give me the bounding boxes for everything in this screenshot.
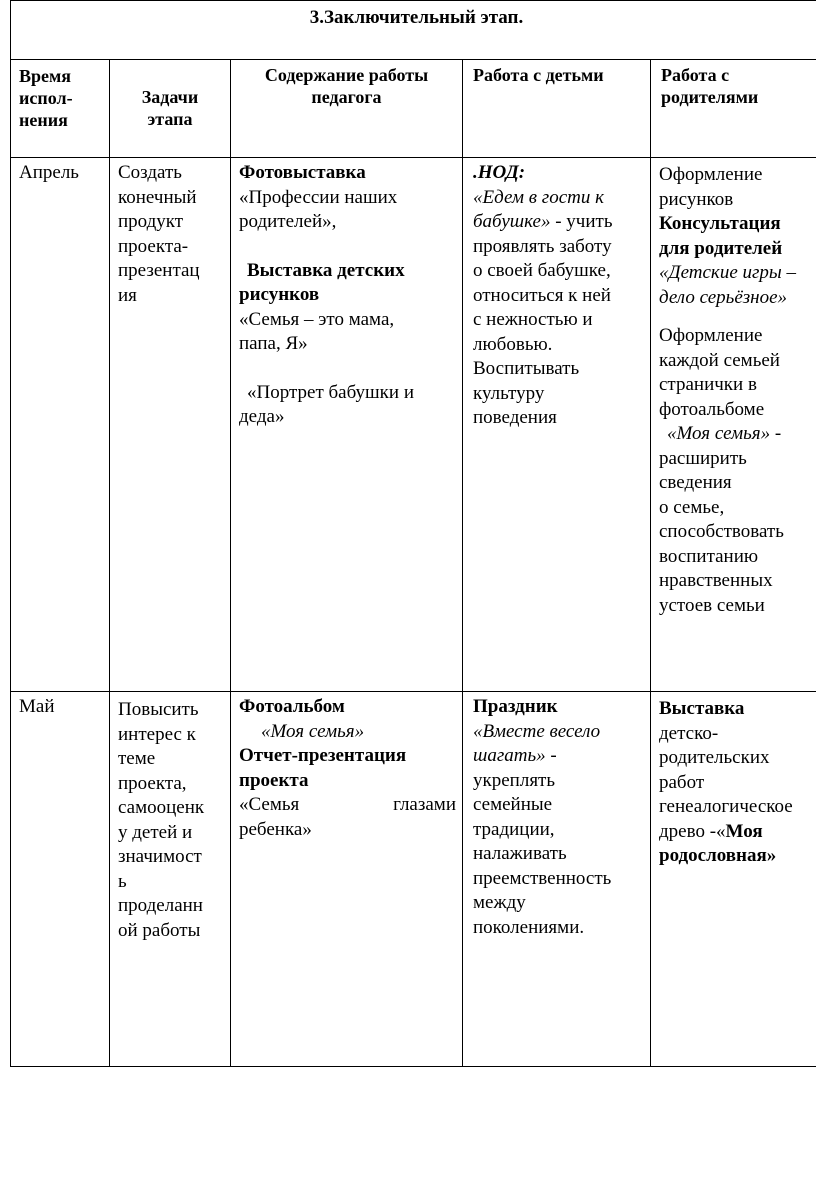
report-name: ребенка» [239, 818, 312, 840]
kids-text: преемственность [473, 867, 612, 889]
album-title: Фотоальбом [239, 696, 345, 717]
tasks-line: у детей и [118, 821, 193, 843]
header-row [11, 60, 816, 158]
kids-text: - учить [550, 211, 613, 232]
header-parents [651, 60, 816, 158]
parents-text: Оформление [659, 325, 763, 346]
report-title: Отчет-презентация [239, 745, 407, 766]
header-content-line: педагога [311, 87, 382, 107]
kids-activity-name: бабушке» [473, 211, 551, 232]
consult-name: «Детские игры – [659, 262, 797, 283]
header-time [11, 60, 110, 158]
header-kids-line: Работа с детьми [473, 65, 604, 85]
parents-text: расширить [659, 447, 747, 469]
header-tasks [110, 60, 231, 158]
portrait-exhibit: деда» [239, 406, 285, 427]
kids-text: поведения [473, 407, 557, 428]
header-content [231, 60, 463, 158]
parents-text: Оформление [659, 164, 763, 185]
tasks-cell [110, 692, 231, 1067]
tasks-line: проделанн [118, 895, 203, 916]
header-content-line: Содержание работы [264, 65, 429, 85]
content-cell [231, 692, 463, 1067]
parents-text: фотоальбоме [659, 398, 765, 420]
parents-text: родительских [659, 747, 770, 768]
report-name: «Семья [239, 794, 300, 815]
tasks-line: продукт [118, 211, 184, 232]
parents-text: странички в [659, 374, 757, 395]
parents-text: древо -« [659, 820, 726, 842]
kids-text: семейные [473, 794, 553, 815]
document-page [10, 0, 816, 1067]
kids-text: Воспитывать [473, 358, 580, 379]
parents-text: устоев семьи [659, 594, 765, 616]
tasks-line: ь [118, 870, 127, 892]
tasks-line: проекта, [118, 772, 187, 794]
tasks-line: интерес к [118, 723, 196, 745]
header-time-line: испол- [19, 88, 73, 108]
photo-exhibit-name: «Профессии наших [239, 186, 398, 208]
parents-text: каждой семьей [659, 349, 780, 371]
parents-text: способствовать [659, 521, 784, 542]
report-name: глазами [393, 794, 456, 815]
kids-text: укреплять [473, 769, 556, 791]
tree-name: родословная» [659, 845, 777, 866]
table-row-april [11, 158, 816, 692]
tasks-line: конечный [118, 186, 197, 208]
month-label: Апрель [19, 162, 79, 183]
kids-text: любовью. [473, 333, 553, 355]
drawings-name: папа, Я» [239, 333, 308, 354]
parents-cell [651, 158, 816, 692]
drawings-name: «Семья – это мама, [239, 308, 395, 330]
table-title: 3.Заключительный этап. [309, 7, 524, 28]
kids-text: традиции, [473, 818, 555, 840]
kids-text: культуру [473, 382, 545, 404]
table-row-may [11, 692, 816, 1067]
kids-text: относиться к ней [473, 284, 611, 306]
parents-text: рисунков [659, 188, 734, 210]
parents-cell [651, 692, 816, 1067]
header-time-line: нения [19, 110, 68, 130]
header-tasks-line: этапа [147, 109, 193, 129]
kids-activity-label: .НОД: [473, 162, 526, 183]
tasks-line: ой работы [118, 919, 201, 941]
header-parents-line: родителями [661, 87, 759, 107]
consult-title: Консультация [659, 213, 781, 234]
drawings-title: рисунков [239, 284, 320, 305]
album-name: «Моя семья» [261, 720, 365, 742]
kids-text: с нежностью и [473, 309, 593, 330]
parents-text: генеалогическое [659, 796, 793, 817]
header-tasks-line: Задачи [141, 87, 199, 107]
tasks-cell [110, 158, 231, 692]
consult-title: для родителей [659, 237, 783, 259]
parents-text: сведения [659, 472, 732, 493]
header-kids [463, 60, 651, 158]
parents-text: воспитанию [659, 545, 759, 567]
exhibit-title: Выставка [659, 698, 745, 719]
header-time-line: Время [19, 66, 72, 86]
report-title: проекта [239, 769, 309, 791]
photo-exhibit-name: родителей», [239, 211, 337, 232]
header-parents-line: Работа с [661, 65, 730, 85]
kids-cell [463, 158, 651, 692]
kids-activity-name: «Вместе весело [473, 720, 601, 742]
parents-text: о семье, [659, 496, 725, 518]
content-cell [231, 158, 463, 692]
portrait-exhibit: «Портрет бабушки и [247, 381, 414, 403]
tasks-line: презентац [118, 260, 200, 281]
album-name: «Моя семья» [667, 423, 771, 444]
kids-text: о своей бабушке, [473, 260, 611, 281]
tree-name: Моя [725, 820, 763, 842]
kids-text: проявлять заботу [473, 235, 612, 257]
parents-text: - [770, 423, 782, 444]
parents-text: нравственных [659, 570, 773, 591]
title-cell [11, 1, 816, 60]
consult-name: дело серьёзное» [659, 286, 788, 308]
kids-activity-label: Праздник [473, 696, 558, 717]
kids-activity-name: шагать» [473, 745, 546, 766]
month-cell [11, 692, 110, 1067]
tasks-line: Создать [118, 162, 182, 183]
tasks-line: ия [118, 284, 137, 306]
kids-text: - [545, 745, 557, 766]
month-label: Май [19, 696, 55, 717]
title-row [11, 1, 816, 60]
kids-activity-name: «Едем в гости к [473, 186, 604, 208]
kids-text: налаживать [473, 843, 567, 864]
parents-text: работ [659, 771, 705, 793]
kids-text: поколениями. [473, 916, 585, 938]
kids-cell [463, 692, 651, 1067]
kids-text: между [473, 892, 526, 913]
tasks-line: самооценк [118, 797, 205, 818]
tasks-line: Повысить [118, 699, 199, 720]
parents-text: детско- [659, 722, 719, 744]
month-cell [11, 158, 110, 692]
tasks-line: теме [118, 748, 156, 769]
tasks-line: проекта- [118, 235, 189, 257]
drawings-title: Выставка детских [247, 259, 405, 281]
tasks-line: значимост [118, 846, 202, 867]
photo-exhibit-title: Фотовыставка [239, 162, 366, 183]
stage-plan-table [10, 0, 816, 1067]
